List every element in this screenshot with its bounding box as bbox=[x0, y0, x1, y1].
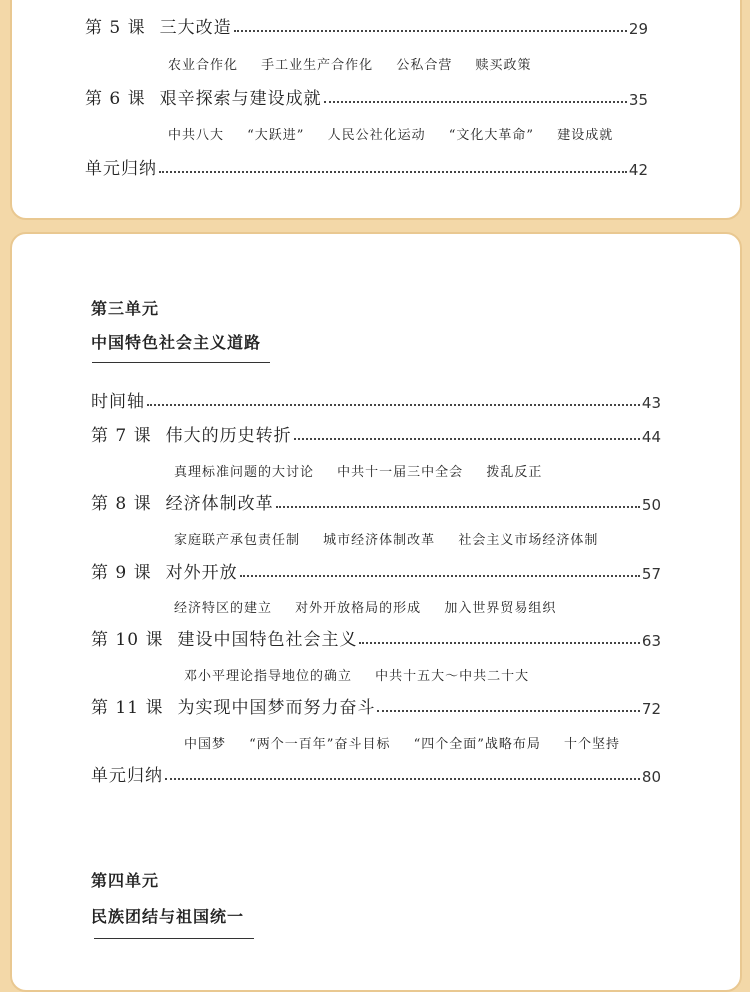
topic: 邓小平理论指导地位的确立 bbox=[184, 669, 353, 684]
topic: 拨乱反正 bbox=[486, 465, 543, 480]
topic: 经济特区的建立 bbox=[174, 601, 273, 616]
dot-leader bbox=[159, 171, 627, 173]
topic: 中国梦 bbox=[184, 737, 227, 752]
toc-entry-unit-summary[interactable] bbox=[91, 762, 661, 786]
lesson-topics bbox=[184, 733, 638, 752]
page-number: 80 bbox=[641, 768, 661, 786]
lesson-topics bbox=[174, 597, 574, 616]
toc-entry-lesson-8[interactable] bbox=[91, 490, 661, 514]
topic: 公私合营 bbox=[396, 58, 453, 73]
page-number: 29 bbox=[628, 20, 648, 38]
topic: 农业合作化 bbox=[168, 58, 239, 73]
lesson-title: 伟大的历史转折 bbox=[165, 426, 292, 446]
toc-entry-lesson-10[interactable] bbox=[91, 626, 661, 650]
lesson-title: 建设中国特色社会主义 bbox=[177, 630, 358, 650]
page-number: 50 bbox=[641, 496, 661, 514]
title-underline bbox=[92, 362, 270, 363]
page-number: 63 bbox=[641, 632, 661, 650]
title-underline bbox=[94, 938, 254, 939]
topic: 中共十五大～中共二十大 bbox=[375, 669, 530, 684]
topic: 手工业生产合作化 bbox=[261, 58, 374, 73]
lesson-topics bbox=[168, 124, 631, 143]
topic: 中共八大 bbox=[168, 128, 225, 143]
page-number: 42 bbox=[628, 161, 648, 179]
topic: 家庭联产承包责任制 bbox=[174, 533, 301, 548]
lesson-title: 对外开放 bbox=[165, 563, 238, 583]
toc-entry-lesson-7[interactable] bbox=[91, 422, 661, 446]
toc-entry-lesson-9[interactable] bbox=[91, 559, 661, 583]
topic: 建设成就 bbox=[557, 128, 614, 143]
page-number: 43 bbox=[641, 394, 661, 412]
lesson-title: 经济体制改革 bbox=[165, 494, 274, 514]
page-number: 72 bbox=[641, 700, 661, 718]
lesson-topics bbox=[174, 529, 616, 548]
topic: “大跃进” bbox=[247, 128, 305, 143]
dot-leader bbox=[294, 438, 640, 440]
unit-title: 民族团结与祖国统一 bbox=[91, 907, 245, 926]
unit-3-card bbox=[10, 232, 742, 992]
toc-entry-lesson-5[interactable] bbox=[85, 14, 648, 38]
dot-leader bbox=[324, 101, 627, 103]
topic: 中共十一届三中全会 bbox=[337, 465, 464, 480]
topic: 赎买政策 bbox=[475, 58, 532, 73]
lesson-topics bbox=[184, 665, 547, 684]
previous-unit-card bbox=[10, 0, 742, 220]
dot-leader bbox=[359, 642, 639, 644]
toc-entry-lesson-11[interactable] bbox=[91, 694, 661, 718]
page-number: 35 bbox=[628, 91, 648, 109]
lesson-topics bbox=[174, 461, 560, 480]
topic: “两个一百年”奋斗目标 bbox=[249, 737, 391, 752]
topic: 社会主义市场经济体制 bbox=[458, 533, 599, 548]
lesson-number: 第 7 课 bbox=[91, 426, 152, 446]
topic: “四个全面”战略布局 bbox=[413, 737, 541, 752]
lesson-title: 为实现中国梦而努力奋斗 bbox=[177, 698, 376, 718]
lesson-title: 艰辛探索与建设成就 bbox=[159, 89, 322, 109]
topic: 城市经济体制改革 bbox=[323, 533, 436, 548]
dot-leader bbox=[234, 30, 627, 32]
unit-title: 中国特色社会主义道路 bbox=[91, 333, 262, 352]
toc-entry-unit-summary[interactable] bbox=[85, 155, 648, 179]
summary-title: 单元归纳 bbox=[91, 766, 163, 786]
topic: “文化大革命” bbox=[448, 128, 535, 143]
lesson-number: 第 9 课 bbox=[91, 563, 152, 583]
topic: 对外开放格局的形成 bbox=[295, 601, 422, 616]
page-number: 44 bbox=[641, 428, 661, 446]
dot-leader bbox=[240, 575, 640, 577]
lesson-number: 第 6 课 bbox=[85, 89, 146, 109]
lesson-topics bbox=[168, 54, 549, 73]
lesson-number: 第 8 课 bbox=[91, 494, 152, 514]
topic: 真理标准问题的大讨论 bbox=[174, 465, 315, 480]
lesson-number: 第 11 课 bbox=[91, 698, 164, 718]
dot-leader bbox=[276, 506, 640, 508]
toc-entry-timeline[interactable] bbox=[91, 388, 661, 412]
dot-leader bbox=[147, 404, 640, 406]
dot-leader bbox=[377, 710, 639, 712]
page-number: 57 bbox=[641, 565, 661, 583]
toc-entry-lesson-6[interactable] bbox=[85, 85, 648, 109]
lesson-number: 第 10 课 bbox=[91, 630, 164, 650]
timeline-title: 时间轴 bbox=[91, 392, 145, 412]
topic: 加入世界贸易组织 bbox=[444, 601, 557, 616]
dot-leader bbox=[165, 778, 640, 780]
topic: 十个坚持 bbox=[564, 737, 621, 752]
unit-label: 第四单元 bbox=[91, 871, 160, 890]
unit-label: 第三单元 bbox=[91, 299, 160, 318]
summary-title: 单元归纳 bbox=[85, 159, 157, 179]
lesson-number: 第 5 课 bbox=[85, 18, 146, 38]
topic: 人民公社化运动 bbox=[327, 128, 426, 143]
lesson-title: 三大改造 bbox=[159, 18, 232, 38]
